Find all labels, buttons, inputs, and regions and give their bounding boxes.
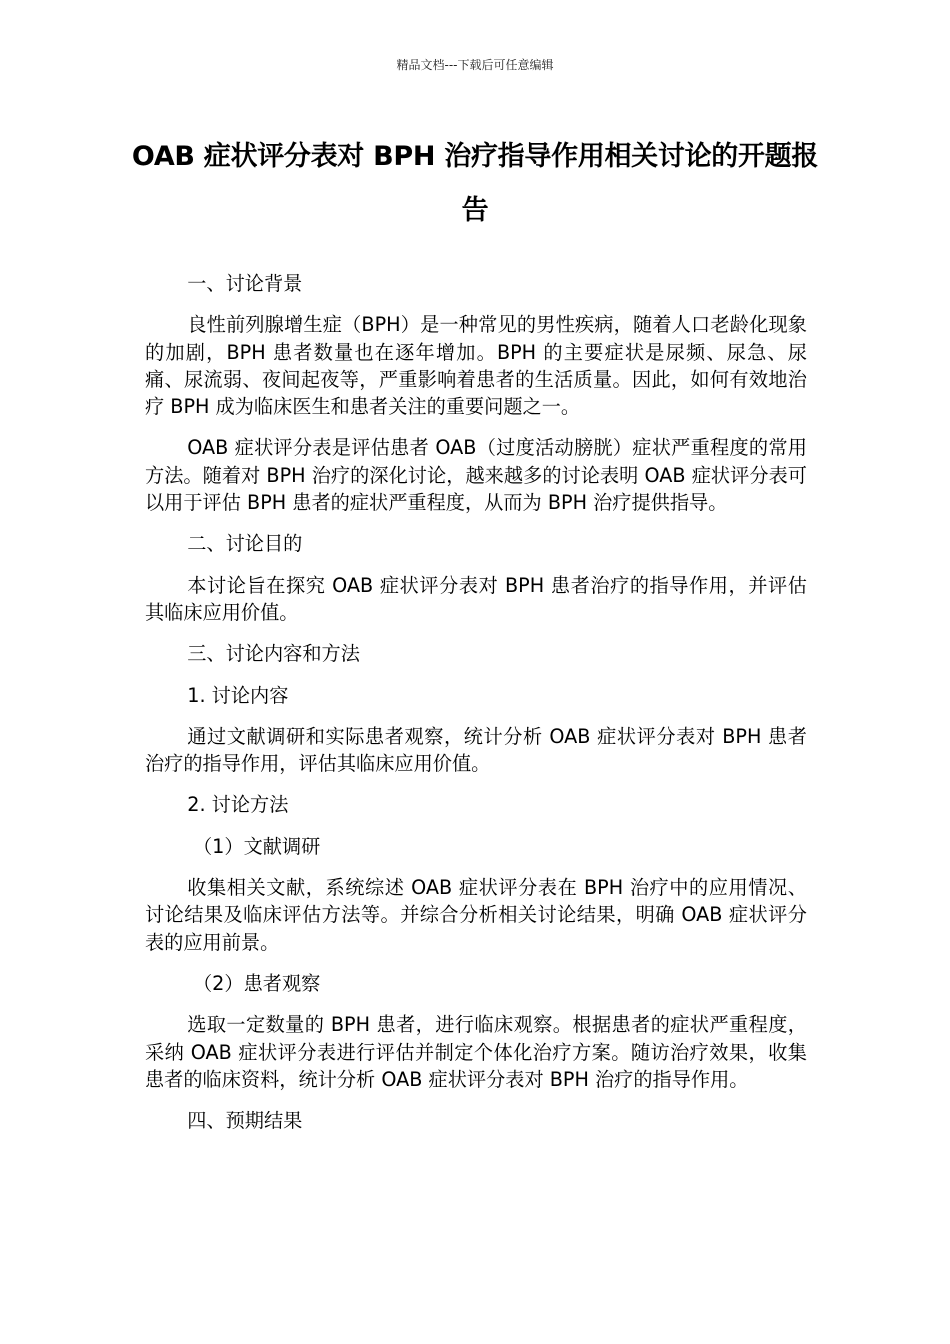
paragraph-content: 通过文献调研和实际患者观察，统计分析 OAB 症状评分表对 BPH 患者治疗的指导作用，评估其临床应用价值。 xyxy=(145,724,807,776)
subsection-heading-methods: 2. 讨论方法 xyxy=(187,793,289,817)
section-heading-expected-results: 四、预期结果 xyxy=(187,1109,303,1133)
paragraph-purpose: 本讨论旨在探究 OAB 症状评分表对 BPH 患者治疗的指导作用，并评估其临床应用价值。 xyxy=(145,573,807,624)
subsection-heading-content: 1. 讨论内容 xyxy=(187,683,289,707)
section-heading-background: 一、讨论背景 xyxy=(187,272,303,295)
section-heading-content-methods: 三、讨论内容和方法 xyxy=(187,642,360,666)
paragraph-oab-score: OAB 症状评分表是评估患者 OAB（过度活动膀胱）症状严重程度的常用方法。随着对 BPH 治疗的深化讨论，越来越多的讨论表明 OAB 症状评分表可以用于评估 BPH 患者的症状严重程度，从而为 BPH 治疗提供指导。 xyxy=(145,436,807,515)
paragraph-observation: 选取一定数量的 BPH 患者，进行临床观察。根据患者的症状严重程度，采纳 OAB 症状评分表进行评估并制定个体化治疗方案。随访治疗效果，收集患者的临床资料，统计分析 OAB 症状评分表对 BPH 治疗的指导作用。 xyxy=(145,1013,807,1091)
document-body xyxy=(145,270,807,1148)
method-heading-literature: （1）文献调研 xyxy=(193,834,321,858)
page-header: 精品文档---下载后可任意编辑 xyxy=(396,58,554,72)
document-title: OAB 症状评分表对 BPH 治疗指导作用相关讨论的开题报告 xyxy=(131,141,819,226)
paragraph-bph-intro: 良性前列腺增生症（BPH）是一种常见的男性疾病，随着人口老龄化现象的加剧，BPH 患者数量也在逐年增加。BPH 的主要症状是尿频、尿急、尿痛、尿流弱、夜间起夜等，严重影响着患者的生活质量。因此，如何有效地治疗 BPH 成为临床医生和患者关注的重要问题之一。 xyxy=(145,313,807,419)
method-heading-observation: （2）患者观察 xyxy=(193,971,321,995)
section-heading-purpose: 二、讨论目的 xyxy=(187,532,303,556)
paragraph-literature: 收集相关文献，系统综述 OAB 症状评分表在 BPH 治疗中的应用情况、讨论结果及临床评估方法等。并综合分析相关讨论结果，明确 OAB 症状评分表的应用前景。 xyxy=(145,876,807,954)
